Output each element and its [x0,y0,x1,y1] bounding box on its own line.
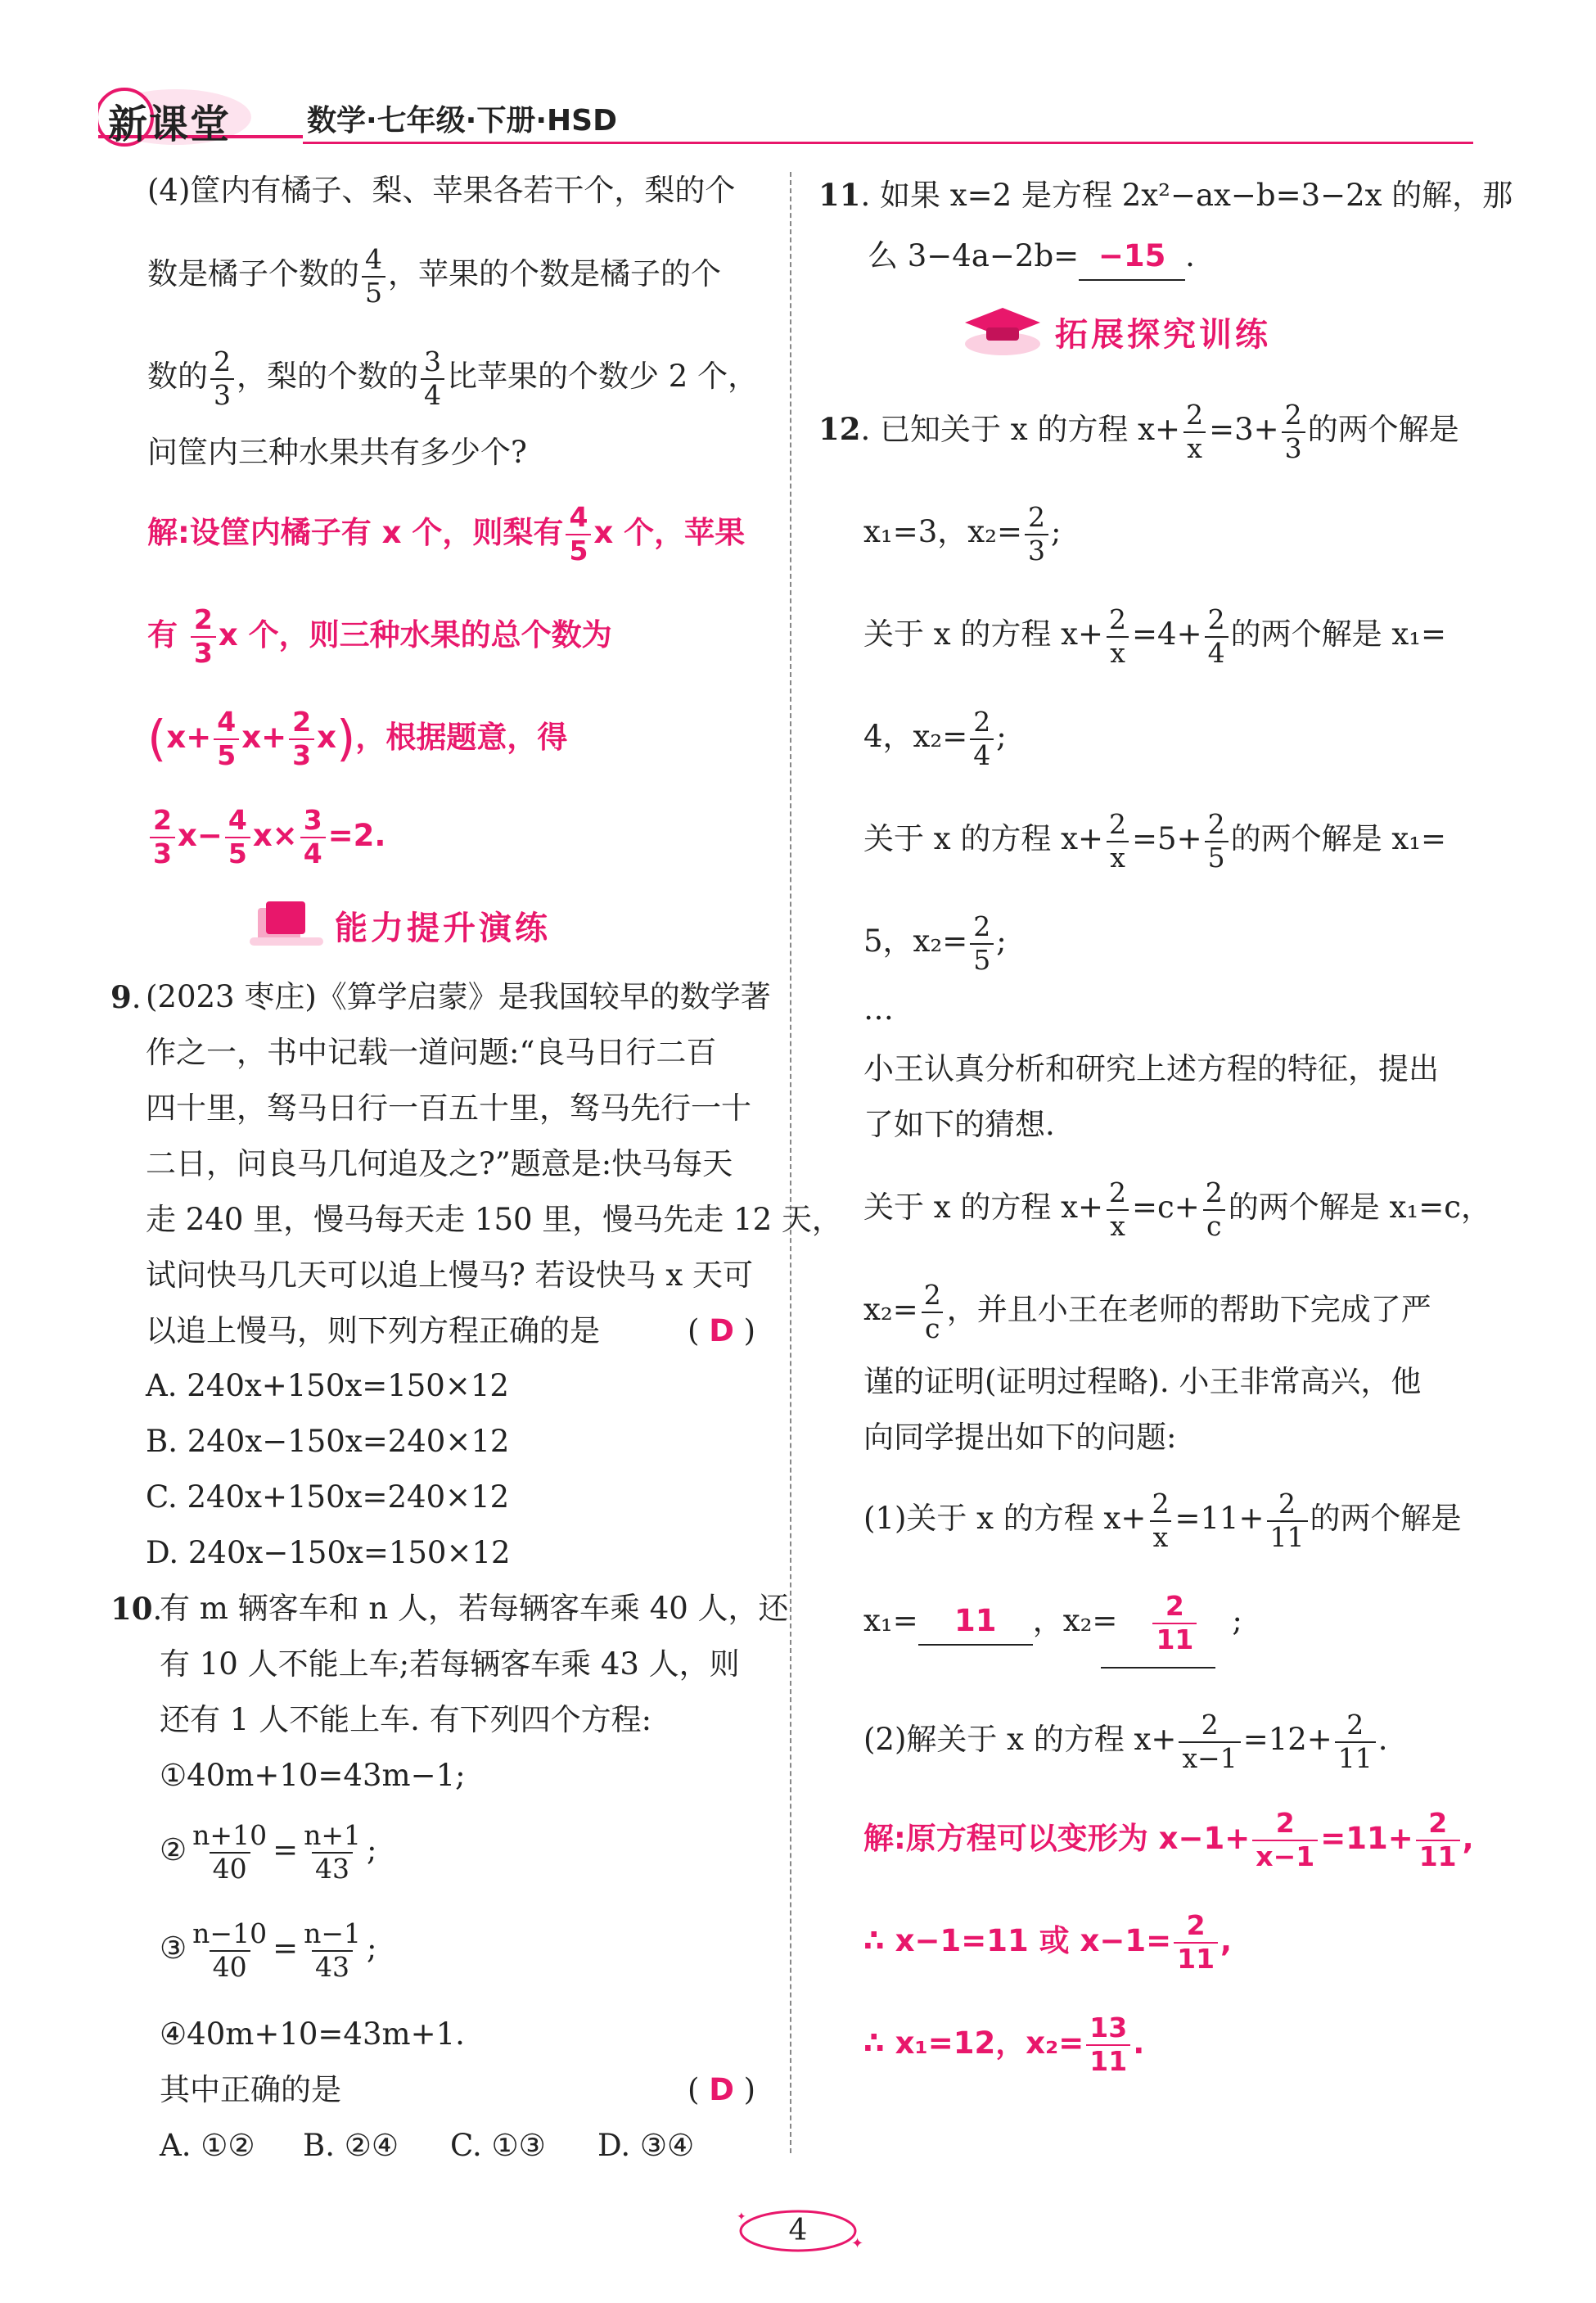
q12-paragraph2: 了如下的猜想. [863,1107,1055,1142]
q9-number: 9. [110,979,142,1015]
q8-4-solution-line1: 解:设筐内橘子有 x 个，则梨有 $\frac{4}{5}$ x 个，苹果 [147,501,746,567]
books-icon [250,896,323,954]
q8-4-solution-line2: 有 $\frac{2}{3}$ x 个，则三种水果的总个数为 [147,603,612,669]
header-rule [303,142,1473,144]
q9-option-a: A. 240x+150x=150×12 [146,1368,509,1403]
q10-line1: 有 m 辆客车和 n 人，若每辆客车乘 40 人，还 [160,1591,789,1626]
q8-4-solution-line3: (x+ $\frac{4}{5}$ x+ $\frac{2}{3}$ x)，根据题意，得 [147,706,568,771]
q12-paragraph1: 小王认真分析和研究上述方程的特征，提出 [863,1051,1439,1086]
q9-line3: 四十里，驽马日行一百五十里，驽马先行一十 [146,1091,751,1126]
q10-option-b: B. ②④ [303,2128,399,2163]
q12-solution-line2: ∴ x−1=11 或 x−1= $\frac{2}{11}$ , [863,1909,1233,1975]
q10-answer: ( D ) [688,2072,756,2107]
q12-solution-line1: 解:原方程可以变形为 x−1+ $\frac{2}{x-1}$ =11+ $\frac{2}{11}$ , [863,1807,1474,1872]
q8-4-solution-line4: $\frac{2}{3}$ x− $\frac{4}{5}$ x× $\frac{3}{4}$ =2. [147,806,385,868]
svg-text:✦: ✦ [737,2210,746,2224]
column-divider [790,172,791,2153]
fraction: $\frac{3}{4}$ [421,348,444,409]
q12-sub2-line: (2)解关于 x 的方程 x+ $\frac{2}{x-1}$ =12+ $\frac{2}{11}$ . [863,1709,1388,1774]
q9-option-c: C. 240x+150x=240×12 [146,1479,510,1515]
q9-line6: 试问快马几天可以追上慢马? 若设快马 x 天可 [146,1258,753,1293]
q9-line1: (2023 枣庄)《算学启蒙》是我国较早的数学著 [146,979,771,1014]
q11-answer-blank: −15 [1079,233,1185,281]
q12-line3: 关于 x 的方程 x+ $\frac{2}{x}$ =4+ $\frac{2}{4}$ 的两个解是 x₁= [863,603,1447,669]
q10-eq3: ③ $\frac{n-10}{40}$ = $\frac{n-1}{43}$ ; [160,1917,377,1983]
q11-line2: 么 3−4a−2b= −15 . [868,233,1195,281]
section-heading-extension: 拓展探究训练 [962,303,1271,360]
fraction: $\frac{2}{3}$ [210,348,234,409]
q8-4-line3: 数的 $\frac{2}{3}$ ，梨的个数的 $\frac{3}{4}$ 比苹果的个数少 2 个， [147,345,759,411]
q12-paragraph6: 向同学提出如下的问题: [863,1420,1177,1455]
q12-line2: x₁=3，x₂= $\frac{2}{3}$ ; [863,501,1062,567]
q12-line1: 12. 已知关于 x 的方程 x+ $\frac{2}{x}$ =3+ $\frac{2}{3}$ 的两个解是 [818,399,1459,464]
q12-ellipsis: … [863,991,894,1027]
q9-option-d: D. 240x−150x=150×12 [146,1535,511,1570]
q12-answer-x1: 11 [918,1598,1033,1646]
q9-line5: 走 240 里，慢马每天走 150 里，慢马先走 12 天， [146,1202,842,1237]
q12-answer-x2-underline [1101,1667,1215,1669]
page-number: 4 [788,2214,808,2247]
q10-eq2: ② $\frac{n+10}{40}$ = $\frac{n+1}{43}$ ; [160,1819,377,1885]
q10-option-a: A. ①② [160,2128,255,2163]
q9-answer: ( D ) [688,1313,756,1348]
q10-number: 10. [110,1591,163,1627]
q12-solution-line3: ∴ x₁=12，x₂= $\frac{13}{11}$ . [863,2012,1145,2077]
q12-sub1-line: (1)关于 x 的方程 x+ $\frac{2}{x}$ =11+ $\frac{2}{11}$ 的两个解是 [863,1488,1462,1553]
q9-option-b: B. 240x−150x=240×12 [146,1424,510,1459]
q12-line5: 关于 x 的方程 x+ $\frac{2}{x}$ =5+ $\frac{2}{5}$ 的两个解是 x₁= [863,808,1447,874]
q8-4-line2: 数是橘子个数的 $\frac{4}{5}$ ，苹果的个数是橘子的个 [147,243,721,309]
q12-line4: 4，x₂= $\frac{2}{4}$ ; [863,706,1007,771]
q10-eq1: ①40m+10=43m−1; [160,1758,466,1793]
fraction: $\frac{4}{5}$ [362,246,385,307]
header [98,78,1473,156]
logo-text: 新课堂 [108,102,232,147]
q9-line4: 二日，问良马几何追及之?”题意是:快马每天 [146,1146,733,1181]
q9-line2: 作之一，书中记载一道问题:“良马日行二百 [146,1035,717,1070]
q12-answer-x2: $\frac{2}{11}$ [1117,1592,1232,1654]
q10-line2: 有 10 人不能上车;若每辆客车乘 43 人，则 [160,1646,740,1682]
q10-prompt: 其中正确的是 [160,2072,341,2107]
header-subtitle: 数学·七年级·下册·HSD [307,104,617,138]
q10-option-d: D. ③④ [597,2128,695,2163]
q9-line7: 以追上慢马，则下列方程正确的是 [146,1313,600,1348]
graduation-cap-icon [962,303,1044,360]
q10-eq4: ④40m+10=43m+1. [160,2016,465,2052]
q10-option-c: C. ①③ [450,2128,546,2163]
q12-paragraph3: 关于 x 的方程 x+ $\frac{2}{x}$ =c+ $\frac{2}{c}$ 的两个解是 x₁=c， [863,1176,1491,1242]
q8-4-line1: (4)筐内有橘子、梨、苹果各若干个，梨的个 [147,173,736,208]
q11-line1: 11. 如果 x=2 是方程 2x²−ax−b=3−2x 的解，那 [818,177,1513,213]
q8-4-line4: 问筐内三种水果共有多少个? [147,435,527,470]
q12-sub1-answers: x₁= 11 ，x₂= $\frac{2}{11}$ ; [863,1590,1242,1655]
page-number-badge [720,2202,876,2260]
section-heading-ability: 能力提升演练 [250,896,551,954]
svg-text:✦: ✦ [851,2235,864,2252]
q12-paragraph5: 谨的证明(证明过程略). 小王非常高兴，他 [863,1364,1422,1399]
q10-line3: 还有 1 人不能上车. 有下列四个方程: [160,1702,652,1737]
q12-paragraph4: x₂= $\frac{2}{c}$ ，并且小王在老师的帮助下完成了严 [863,1279,1431,1344]
q12-line6: 5，x₂= $\frac{2}{5}$ ; [863,910,1007,976]
